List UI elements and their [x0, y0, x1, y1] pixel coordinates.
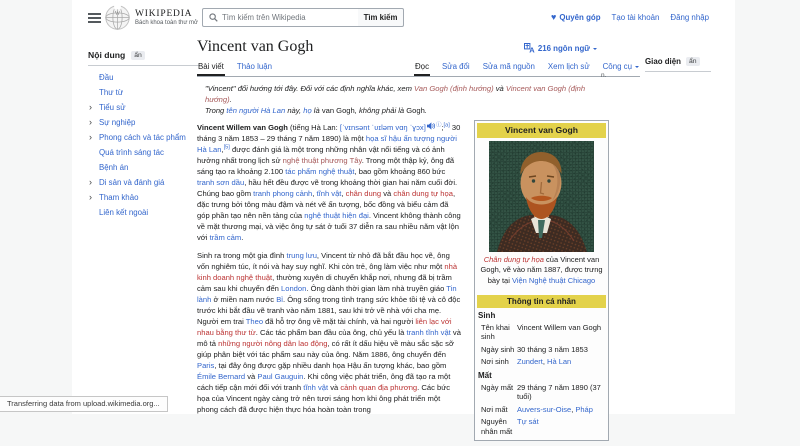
- paragraph-lead: Vincent Willem van Gogh (tiếng Hà Lan: [ˈvɪnsənt ˈʋɪləm vɑŋ ˈɣɔx] ⓘ;[a] 30 tháng 3 năm 1853 – 29 tháng 7 năm 1890) là một họa sĩ hậu ấn tượng người Hà Lan,[5] được đánh giá là một trong những nhân vật nổi tiếng và có ảnh hưởng nhất trong lịch sử nghệ thuật phương Tây. Trong một thập kỷ, ông đã sáng tạo ra khoảng 2.100 tác phẩm nghệ thuật, bao gồm khoảng 860 bức tranh sơn dầu, hầu hết đều được vẽ trong khoảng thời gian hai năm cuối đời. Chúng bao gồm tranh phong cảnh, tĩnh vật, chân dung và chân dung tự họa, đặc trưng bởi tông màu đậm và nét vẽ ấn tượng, bốc đồng và biểu cảm đã góp phần tạo nên nền tảng của nghệ thuật hiện đại. Vincent không thành công về mặt thương mại, và việc ông tự sát ở tuổi 37 diễn ra sau nhiều năm vật lộn với trầm cảm.: [197, 121, 461, 242]
- reference-link[interactable]: [a]: [443, 121, 450, 128]
- toc-item[interactable]: [88, 205, 200, 220]
- chevron-down-icon: [593, 48, 597, 52]
- appearance-title: Giao diện: [645, 57, 681, 66]
- infobox-row: [477, 343, 606, 356]
- svg-text:A: A: [529, 45, 535, 55]
- tab-bar: [197, 62, 640, 77]
- chevron-expand-icon[interactable]: ›: [89, 177, 92, 187]
- menu-icon[interactable]: [88, 13, 101, 23]
- infobox-section-heading: Mất: [478, 371, 492, 380]
- inline-redlink[interactable]: chân dung tự họa: [393, 188, 453, 198]
- wikipedia-page: [72, 0, 735, 436]
- infobox-rows: [477, 308, 606, 438]
- login-link[interactable]: Đăng nhập: [670, 12, 709, 22]
- inline-redlink[interactable]: liên lạc với nhau bằng thư từ: [197, 316, 452, 337]
- toc-item-label: Di sản và đánh giá: [99, 178, 165, 187]
- inline-link[interactable]: [ˈvɪnsənt ˈʋɪləm vɑŋ ˈɣɔx]: [339, 122, 426, 132]
- inline-link[interactable]: Pháp: [575, 404, 593, 414]
- toc-item-label: Thư từ: [99, 88, 124, 97]
- infobox-row-label: Nơi sinh: [481, 357, 509, 366]
- infobox-row-label: Ngày sinh: [481, 344, 515, 354]
- inline-redlink[interactable]: những người nông dân lao động: [218, 338, 328, 348]
- toc-item[interactable]: [88, 175, 200, 190]
- chevron-down-icon: [635, 66, 639, 70]
- paragraph-biography: Sinh ra trong một gia đình trung lưu, Vincent từ nhỏ đã bắt đầu học vẽ, ông vốn nghiêm túc, ít nói và hay suy nghĩ. Khi còn trẻ, ông làm việc như một nhà kinh doanh nghệ thuật, thường xuyên di chuyển khắp nơi, nhưng đã bị trầm cảm sau khi chuyển đến London. Ông dành thời gian làm nhà truyền giáo Tin lành ở miền nam nước Bỉ. Ông sống trong tình trạng sức khỏe tồi tệ và cô độc trước khi bắt đầu vẽ tranh vào năm 1881, sau khi trở về nhà với cha mẹ. Người em trai Theo đã hỗ trợ ông về mặt tài chính, và hai người liên lạc với nhau bằng thư từ. Các tác phẩm ban đầu của ông, chủ yếu là tranh tĩnh vật và mô tả những người nông dân lao động, có rất ít dấu hiệu về màu sắc sặc sỡ giúp phân biệt với tác phẩm sau này của ông. Năm 1886, ông chuyển đến Paris, tại đây ông được gặp nhiều danh họa Hậu ấn tượng khác, bao gồm Émile Bernard và Paul Gauguin. Khi công việc phát triển, ông đã tạo ra một cách tiếp cận mới đối với tranh tĩnh vật và cảnh quan địa phương. Các bức họa của Vincent ngày càng trở nên tươi sáng hơn khi ông phát triển một phong cách đã được hiện thực hóa hoàn toàn trong: [197, 250, 461, 414]
- search-box: [202, 8, 359, 27]
- inline-link[interactable]: Viện Nghệ thuật Chicago: [511, 275, 596, 285]
- infobox-row: [477, 381, 606, 403]
- infobox-row-value: 30 tháng 3 năm 1853: [517, 344, 588, 354]
- toc-title: Nội dung: [88, 50, 126, 60]
- inline-link[interactable]: Bỉ: [276, 294, 283, 304]
- infobox-row-value: Zundert, Hà Lan: [517, 357, 572, 366]
- language-icon: [524, 43, 535, 53]
- infobox-row-value: 29 tháng 7 năm 1890 (37 tuổi): [517, 382, 601, 401]
- inline-link[interactable]: Theo: [245, 316, 264, 326]
- toc-item-label: Tiểu sử: [99, 103, 126, 112]
- languages-label: 216 ngôn ngữ: [537, 43, 590, 53]
- inline-link[interactable]: tác phẩm nghệ thuật: [285, 166, 355, 176]
- view-tab[interactable]: Xem lịch sử: [547, 62, 590, 71]
- infobox-row-label: Tên khai sinh: [481, 322, 510, 341]
- inline-link[interactable]: Tin lành: [197, 283, 457, 304]
- chevron-expand-icon[interactable]: ›: [89, 192, 92, 202]
- browser-status-bubble: Transferring data from upload.wikimedia.org...: [0, 396, 168, 412]
- inline-link[interactable]: họa sĩ hậu ấn tượng: [365, 133, 435, 143]
- reference-link[interactable]: ⓘ: [435, 121, 442, 128]
- donate-label: Quyên góp: [559, 13, 601, 22]
- view-tab[interactable]: Công cụ: [602, 62, 640, 76]
- toc-item-label: Tham khảo: [99, 193, 139, 202]
- bold-text: Vincent Willem van Gogh: [197, 122, 288, 132]
- view-tab[interactable]: Sửa mã nguồn: [482, 62, 535, 71]
- upright-text: van Gogh: [321, 106, 355, 115]
- appearance-panel-header: [645, 57, 711, 72]
- infobox-row-value: Auvers-sur-Oise, Pháp: [517, 404, 593, 414]
- inline-link[interactable]: người Hà Lan: [197, 133, 457, 154]
- inline-link[interactable]: tĩnh vật: [316, 188, 342, 198]
- inline-redlink[interactable]: Van Gogh (định hướng): [414, 84, 494, 93]
- infobox-row-value: Vincent Willem van Gogh: [517, 322, 602, 332]
- inline-link[interactable]: Hà Lan: [547, 357, 572, 366]
- toc-item[interactable]: [88, 160, 200, 175]
- infobox-title: Vincent van Gogh: [477, 123, 606, 138]
- hatnote-dutch-name: Trong tên người Hà Lan này, họ là van Gogh, không phải là Gogh.: [205, 106, 427, 115]
- inline-link[interactable]: tên người Hà Lan: [226, 106, 286, 115]
- inline-redlink[interactable]: cảnh quan địa phương: [340, 382, 418, 392]
- toc-item-label: Đầu: [99, 73, 114, 82]
- infobox-row-label: Nơi mất: [481, 404, 508, 414]
- van-gogh-self-portrait-image[interactable]: [489, 141, 594, 252]
- namespace-tab[interactable]: Thảo luận: [236, 62, 272, 71]
- infobox-row: [477, 321, 606, 343]
- inline-link[interactable]: tranh tĩnh vật: [406, 327, 451, 337]
- create-account-link[interactable]: Tạo tài khoản: [611, 12, 660, 22]
- inline-redlink[interactable]: nghệ thuật phương Tây: [282, 155, 362, 165]
- inline-link[interactable]: Paul Gauguin: [257, 371, 304, 381]
- inline-link[interactable]: trung lưu: [286, 250, 317, 260]
- inline-link[interactable]: Zundert: [517, 357, 543, 366]
- namespace-tabs: [197, 62, 273, 76]
- inline-link[interactable]: tranh sơn dầu: [197, 177, 245, 187]
- search-input[interactable]: [222, 13, 358, 22]
- toc-item-label: Quá trình sáng tác: [99, 148, 164, 157]
- infobox-personal-header: Thông tin cá nhân: [477, 295, 606, 308]
- user-links: [551, 12, 709, 22]
- infobox-section-heading: Sinh: [478, 311, 496, 320]
- inline-redlink[interactable]: Vincent van Gogh (định hướng): [205, 84, 586, 104]
- toc-item[interactable]: [88, 190, 200, 205]
- svg-text:W: W: [114, 11, 121, 18]
- wikipedia-logo[interactable]: [105, 5, 198, 30]
- inline-link[interactable]: trầm cảm: [209, 232, 242, 242]
- inline-link[interactable]: London: [281, 283, 307, 293]
- toc-item[interactable]: [88, 115, 200, 130]
- top-bar: [72, 0, 735, 36]
- inline-link[interactable]: tranh phong cảnh: [253, 188, 313, 198]
- article-content: [197, 84, 609, 446]
- inline-redlink[interactable]: chân dung: [345, 188, 382, 198]
- note-marker: n.: [601, 72, 607, 79]
- infobox-caption: Chân dung tự họa của Vincent van Gogh, vẽ vào năm 1887, được trưng bày tại Viện Nghệ thuật Chicago: [480, 254, 603, 285]
- chevron-expand-icon[interactable]: ›: [89, 102, 92, 112]
- inline-link[interactable]: Émile Bernard: [197, 371, 246, 381]
- infobox-row: [477, 416, 606, 438]
- search-button[interactable]: Tìm kiếm: [358, 8, 404, 27]
- toc-item[interactable]: [88, 145, 200, 160]
- view-tab[interactable]: Sửa đổi: [442, 62, 470, 71]
- wikipedia-globe-icon: [105, 5, 130, 30]
- inline-link[interactable]: Tự sát: [517, 417, 539, 426]
- heart-icon: ♥: [550, 12, 557, 22]
- infobox-row-value: [517, 417, 606, 436]
- toc-list: [88, 70, 200, 220]
- inline-redlink[interactable]: Chân dung tự họa: [483, 254, 544, 264]
- toc-item[interactable]: [88, 100, 200, 115]
- article-header: [197, 37, 640, 77]
- infobox-row: [477, 356, 606, 369]
- toc-item[interactable]: [88, 70, 200, 85]
- audio-icon[interactable]: [427, 123, 435, 132]
- infobox-row-label: Nguyên nhân mất: [481, 417, 513, 436]
- hatnote-disambiguation: "Vincent" đổi hướng tới đây. Đối với các định nghĩa khác, xem Van Gogh (định hướng) và Vincent van Gogh (định hướng).: [205, 84, 586, 104]
- toc-hide-button[interactable]: ẩn: [131, 51, 145, 60]
- languages-button[interactable]: [524, 43, 597, 53]
- logo-wordmark: WIKIPEDIA: [135, 9, 193, 19]
- chevron-expand-icon[interactable]: ›: [89, 117, 92, 127]
- toc-item-label: Sự nghiệp: [99, 118, 136, 127]
- toc-item-label: Phong cách và tác phẩm: [99, 133, 186, 142]
- inline-redlink[interactable]: nhà kinh doanh nghệ thuật: [197, 261, 458, 282]
- inline-link[interactable]: tĩnh vật: [303, 382, 329, 392]
- inline-link[interactable]: nghệ thuật hiện đại: [304, 210, 369, 220]
- inline-link[interactable]: Paris: [197, 360, 215, 370]
- toc-header: [88, 50, 200, 66]
- toc-item[interactable]: [88, 130, 200, 145]
- inline-link[interactable]: Auvers-sur-Oise: [517, 404, 572, 414]
- infobox: [474, 120, 609, 441]
- upright-text: Gogh: [406, 106, 425, 115]
- donate-link[interactable]: [551, 12, 601, 22]
- search-icon: [209, 13, 218, 22]
- toc-item[interactable]: [88, 85, 200, 100]
- logo-text: [135, 9, 198, 26]
- inline-link[interactable]: họ: [303, 106, 312, 115]
- appearance-hide-button[interactable]: ẩn: [686, 57, 700, 66]
- infobox-row: [477, 403, 606, 416]
- chevron-expand-icon[interactable]: ›: [89, 132, 92, 142]
- reference-link[interactable]: [5]: [223, 143, 230, 150]
- namespace-tab[interactable]: Bài viết: [197, 62, 225, 76]
- toc-item-label: Bệnh án: [99, 163, 129, 172]
- page-title: Vincent van Gogh: [197, 38, 314, 55]
- logo-tagline: Bách khoa toàn thư mở: [135, 20, 198, 26]
- toc-item-label: Liên kết ngoài: [99, 208, 149, 217]
- table-of-contents: [88, 50, 200, 220]
- view-tab[interactable]: Đọc: [414, 62, 430, 76]
- infobox-row-label: Ngày mất: [481, 382, 514, 392]
